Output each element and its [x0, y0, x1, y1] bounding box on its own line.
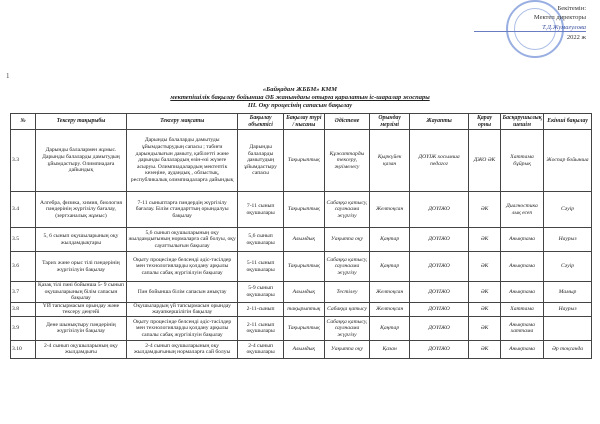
cell-result: Наурыз	[544, 228, 592, 252]
cell-where: ӘК	[469, 192, 501, 228]
cell-topic: Дене шынықтыру пәндерінің жүргізілуін бақылау	[36, 316, 127, 340]
cell-method: Сабаққа қатысу, саулнаама жүргізу	[324, 192, 369, 228]
header-cell: Басқарушылық шешім	[500, 114, 543, 130]
cell-where: ӘК	[469, 316, 501, 340]
header-cell: Екінші бақылау	[544, 114, 592, 130]
cell-object: 7-11 сынып оқушылары	[238, 192, 283, 228]
cell-num: 3.3	[11, 130, 36, 192]
cell-goal: Оқушылардың үй тапсырмасын орындау жауапкершілігін бақылау	[126, 302, 237, 316]
table-row	[11, 316, 592, 340]
cell-object: Дарынды балаларды дамытудың ұйымдастыру сапасы	[238, 130, 283, 192]
cell-num: 3.4	[11, 192, 36, 228]
cell-topic: ҮЙ тапсырмасын орындау және тексеру деңгейі	[36, 302, 127, 316]
cell-resp: ДОҮІЖО	[410, 302, 469, 316]
cell-result: Әр тоқсанда	[544, 340, 592, 358]
cell-type: Тақырыптық	[283, 316, 324, 340]
cell-num: 3.10	[11, 340, 36, 358]
cell-where: ӘК	[469, 340, 501, 358]
cell-ctrl: Анықтама хаттама	[500, 316, 543, 340]
cell-result: Мамыр	[544, 282, 592, 303]
cell-goal: Оқыту процесінде белсенді әдіс-тәсілдер мен технологияларды қолдану арқылы сапалы сабақ жүргізілуін бақылау	[126, 252, 237, 282]
control-plan-table	[10, 113, 592, 359]
table-header-row	[11, 114, 592, 130]
cell-topic: Қазақ тілі пәні бойынша 5- 9 сынып оқушыларының білім сапасын бақылау	[36, 282, 127, 303]
cell-ctrl: Анықтама	[500, 252, 543, 282]
cell-object: 2-11 сынып оқушылары	[238, 316, 283, 340]
cell-ctrl: Анықтама	[500, 282, 543, 303]
cell-type: Алымдық	[283, 282, 324, 303]
header-cell: Тексеру тақырыбы	[36, 114, 127, 130]
cell-ctrl: Хаттама бұйрық	[500, 130, 543, 192]
cell-goal: 7-11 сыныптарға пәндердің жүргізілу бағалау. Білім стандарттың орындалуы бақылау	[126, 192, 237, 228]
approval-line-2: Мектеп директоры	[533, 14, 586, 21]
cell-object: 5-9 сынып оқушылары	[238, 282, 283, 303]
cell-object: 2-11-сынып	[238, 302, 283, 316]
table-row	[11, 130, 592, 192]
cell-topic: 5, 6 сынып оқушыларының оқу жылдамдықтары	[36, 228, 127, 252]
cell-ctrl: Анықтама	[500, 340, 543, 358]
cell-type: Тақырыптық	[283, 130, 324, 192]
cell-method: Уақытпа оқу	[324, 228, 369, 252]
table-row	[11, 340, 592, 358]
cell-doc: Қаңтар	[370, 252, 410, 282]
approval-signature: Т.Д.Жумағулова	[474, 23, 586, 32]
cell-resp: ДОҮІЖ хосымша педагог	[410, 130, 469, 192]
cell-where: ДЖО ӘК	[469, 130, 501, 192]
cell-method: Сабаққа қатысу	[324, 302, 369, 316]
header-cell: Тексеру мақсаты	[126, 114, 237, 130]
cell-result: Сәуір	[544, 252, 592, 282]
cell-doc: Қазан	[370, 340, 410, 358]
cell-goal: Оқыту процесінде белсенді әдіс-тәсілдер мен технологияларды қолдану арқылы сапалы сабақ жүргізілуін бақылау	[126, 316, 237, 340]
cell-num: 3.7	[11, 282, 36, 303]
cell-method: Құжаттарды тексеру, әңгімелесу	[324, 130, 369, 192]
header-cell: Орындау мерзімі	[370, 114, 410, 130]
cell-topic: Алгебра, физика, химия, биология пәндерінің жүргізілу бағалау, (зертханалық жұмыс)	[36, 192, 127, 228]
cell-object: 2-4 сынып оқушылары	[238, 340, 283, 358]
cell-goal: 2-4 сынып оқушыларының оқу жылдамдығының нормаларға сай болуы	[126, 340, 237, 358]
cell-goal: Пән бойынша білім сапасын анықтау	[126, 282, 237, 303]
cell-ctrl: Хаттама	[500, 302, 543, 316]
cell-object: 5-11 сынып оқушылары	[238, 252, 283, 282]
cell-type: Алымдық	[283, 340, 324, 358]
cell-method: Тестілеу	[324, 282, 369, 303]
approval-block	[474, 4, 586, 42]
plan-title: мектепішілік бақылау бойынша ӘБ жанындағы отырға қаралатын іс-шаралар жоспары	[170, 94, 430, 101]
table-row	[11, 192, 592, 228]
cell-method: Сабаққа қатысу, саулнаама жүргізу	[324, 252, 369, 282]
cell-method: Уақытпа оқу	[324, 340, 369, 358]
cell-num: 3.8	[11, 302, 36, 316]
cell-type: тақырыптық	[283, 302, 324, 316]
cell-resp: ДОҮІЖО	[410, 252, 469, 282]
cell-goal: 5,6 сынып оқушыларының оқу жылдамдығының нормаларға сай болуы, оқу сауаттылығын бақылау	[126, 228, 237, 252]
school-name: «Байқадам ЖББМ» КММ	[262, 86, 338, 93]
cell-result	[544, 316, 592, 340]
cell-resp: ДОҮІЖО	[410, 316, 469, 340]
cell-topic: Тарих және орыс тілі пәндерінің жүргізілуін бақылау	[36, 252, 127, 282]
cell-doc: Қаңтар	[370, 316, 410, 340]
table-row	[11, 252, 592, 282]
approval-line-1: Бекітемін:	[557, 5, 586, 12]
cell-resp: ДОҮІЖО	[410, 228, 469, 252]
header-cell: №	[11, 114, 36, 130]
document-titles	[0, 86, 600, 110]
cell-goal: Дарынды балаларды дамытуды ұйымдастырудың сапасы ; табиғи дарындылығын дамыту, қабілетті және дарынды балалардың өзін-өзі жүзеге асыруы. Олимпиадалардың мектептік кезеңіне, аудандық , облыстық, республикалық олимпиадаларға дайындық	[126, 130, 237, 192]
cell-type: Тақырыптық	[283, 252, 324, 282]
header-cell: Бақылау объектісі	[238, 114, 283, 130]
header-cell: Қарау орны	[469, 114, 501, 130]
cell-num: 3.6	[11, 252, 36, 282]
cell-resp: ДОҮІЖО	[410, 192, 469, 228]
cell-doc: Қаңтар	[370, 228, 410, 252]
cell-doc: Желтоқсан	[370, 302, 410, 316]
table-row	[11, 302, 592, 316]
cell-where: ӘК	[469, 282, 501, 303]
cell-doc: Желтоқсан	[370, 192, 410, 228]
cell-result: Жоспар бойынша	[544, 130, 592, 192]
cell-num: 3.9	[11, 316, 36, 340]
cell-method: Сабаққа қатысу, саулнаама жүргізу	[324, 316, 369, 340]
cell-object: 5,6 сынып оқушылары	[238, 228, 283, 252]
cell-topic: Дарынды балалармен жұмыс. Дарынды балаларды дамытудың ұйымдастыру. Олимпиадаға дайындық	[36, 130, 127, 192]
cell-ctrl: Анықтама	[500, 228, 543, 252]
cell-type: Алымдық	[283, 228, 324, 252]
header-cell: Бақылау түрі / нысаны	[283, 114, 324, 130]
cell-type: Тақырыптық	[283, 192, 324, 228]
table-row	[11, 228, 592, 252]
page-number: 1	[6, 72, 10, 80]
section-title: ІІІ. Оқу процесінің сапасын бақылау	[247, 102, 353, 109]
cell-result: Наурыз	[544, 302, 592, 316]
cell-doc: Желтоқсан	[370, 282, 410, 303]
cell-where: ӘК	[469, 302, 501, 316]
table-row	[11, 282, 592, 303]
header-cell: Жауапты	[410, 114, 469, 130]
cell-result: Сәуір	[544, 192, 592, 228]
cell-resp: ДОҮІЖО	[410, 282, 469, 303]
cell-num: 3.5	[11, 228, 36, 252]
cell-doc: Қыркүйек қазан	[370, 130, 410, 192]
header-cell: Әдістеме	[324, 114, 369, 130]
cell-where: ӘК	[469, 228, 501, 252]
cell-where: ӘК	[469, 252, 501, 282]
cell-topic: 2-4 сынып оқушыларының оқу жылдамдығы	[36, 340, 127, 358]
cell-resp: ДОҮІЖО	[410, 340, 469, 358]
approval-year: 2022 ж	[566, 34, 586, 41]
cell-ctrl: Диагностика лық есеп	[500, 192, 543, 228]
